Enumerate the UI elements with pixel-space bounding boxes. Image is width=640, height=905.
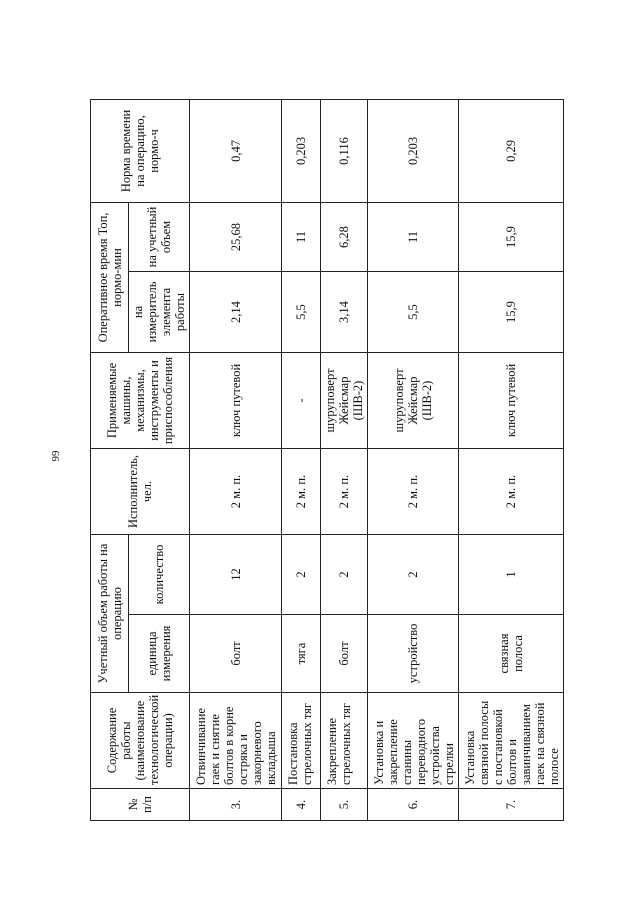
row-content: Установка и закрепление станины переводного устройства стрелки bbox=[368, 693, 459, 789]
row-norm: 0,47 bbox=[190, 99, 282, 202]
header-quantity: количество bbox=[129, 535, 190, 615]
page-number: 99 bbox=[50, 450, 62, 462]
header-machines: Применяемые машины, механизмы, инструменты и приспособления bbox=[91, 353, 190, 449]
row-machines: ключ путевой bbox=[459, 353, 564, 449]
row-quantity: 2 bbox=[368, 535, 459, 615]
row-num: 7. bbox=[459, 789, 564, 821]
row-content: Закрепление стрелочных тяг bbox=[321, 693, 368, 789]
row-norm: 0,29 bbox=[459, 99, 564, 202]
table-row bbox=[282, 99, 321, 820]
norms-table bbox=[90, 99, 564, 821]
header-time-total: на учетный объем bbox=[129, 202, 190, 271]
header-volume-group: Учетный объем работы на операцию bbox=[91, 535, 129, 693]
row-executor: 2 м. п. bbox=[190, 449, 282, 535]
row-executor: 2 м. п. bbox=[282, 449, 321, 535]
header-norm: Норма времени на операцию, нормо-ч bbox=[91, 99, 190, 202]
row-machines: шуруповерт Жейсмар (ШВ-2) bbox=[321, 353, 368, 449]
row-content: Отвинчивание гаек и снятие болтов в корне остряка и закорневого вкладыша bbox=[190, 693, 282, 789]
row-quantity: 2 bbox=[321, 535, 368, 615]
row-executor: 2 м. п. bbox=[459, 449, 564, 535]
row-time-total: 25,68 bbox=[190, 202, 282, 271]
table-row bbox=[368, 99, 459, 820]
row-time-per-unit: 5,5 bbox=[368, 272, 459, 353]
row-time-per-unit: 5,5 bbox=[282, 272, 321, 353]
row-num: 6. bbox=[368, 789, 459, 821]
header-content: Содержание работы (наименование технологической операции) bbox=[91, 693, 190, 789]
row-unit: болт bbox=[321, 615, 368, 693]
row-num: 5. bbox=[321, 789, 368, 821]
row-quantity: 1 bbox=[459, 535, 564, 615]
row-time-per-unit: 2,14 bbox=[190, 272, 282, 353]
rotated-table-container bbox=[90, 100, 561, 821]
row-machines: шуруповерт Жейсмар (ШВ-2) bbox=[368, 353, 459, 449]
row-time-total: 11 bbox=[368, 202, 459, 271]
row-machines: ключ путевой bbox=[190, 353, 282, 449]
row-time-per-unit: 3,14 bbox=[321, 272, 368, 353]
row-norm: 0,203 bbox=[282, 99, 321, 202]
row-time-per-unit: 15,9 bbox=[459, 272, 564, 353]
row-content: Постановка стрелочных тяг bbox=[282, 693, 321, 789]
row-executor: 2 м. п. bbox=[321, 449, 368, 535]
row-machines: - bbox=[282, 353, 321, 449]
row-time-total: 15,9 bbox=[459, 202, 564, 271]
row-time-total: 6,28 bbox=[321, 202, 368, 271]
row-time-total: 11 bbox=[282, 202, 321, 271]
table-row bbox=[321, 99, 368, 820]
row-unit: устройство bbox=[368, 615, 459, 693]
row-quantity: 2 bbox=[282, 535, 321, 615]
row-quantity: 12 bbox=[190, 535, 282, 615]
row-content: Установка связной полосы с постановкой болтов и завинчиванием гаек на связной полосе bbox=[459, 693, 564, 789]
header-unit: единица измерения bbox=[129, 615, 190, 693]
header-row bbox=[91, 99, 129, 820]
row-unit: тяга bbox=[282, 615, 321, 693]
header-executor: Исполнитель, чел. bbox=[91, 449, 190, 535]
row-num: 3. bbox=[190, 789, 282, 821]
header-num: № п/п bbox=[91, 789, 190, 821]
table-row bbox=[190, 99, 282, 820]
row-num: 4. bbox=[282, 789, 321, 821]
row-unit: связная полоса bbox=[459, 615, 564, 693]
row-norm: 0,116 bbox=[321, 99, 368, 202]
row-unit: болт bbox=[190, 615, 282, 693]
header-time-group: Оперативное время Топ, нормо-мин bbox=[91, 202, 129, 352]
row-norm: 0,203 bbox=[368, 99, 459, 202]
header-time-per-unit: на измеритель элемента работы bbox=[129, 272, 190, 353]
table-row bbox=[459, 99, 564, 820]
row-executor: 2 м. п. bbox=[368, 449, 459, 535]
